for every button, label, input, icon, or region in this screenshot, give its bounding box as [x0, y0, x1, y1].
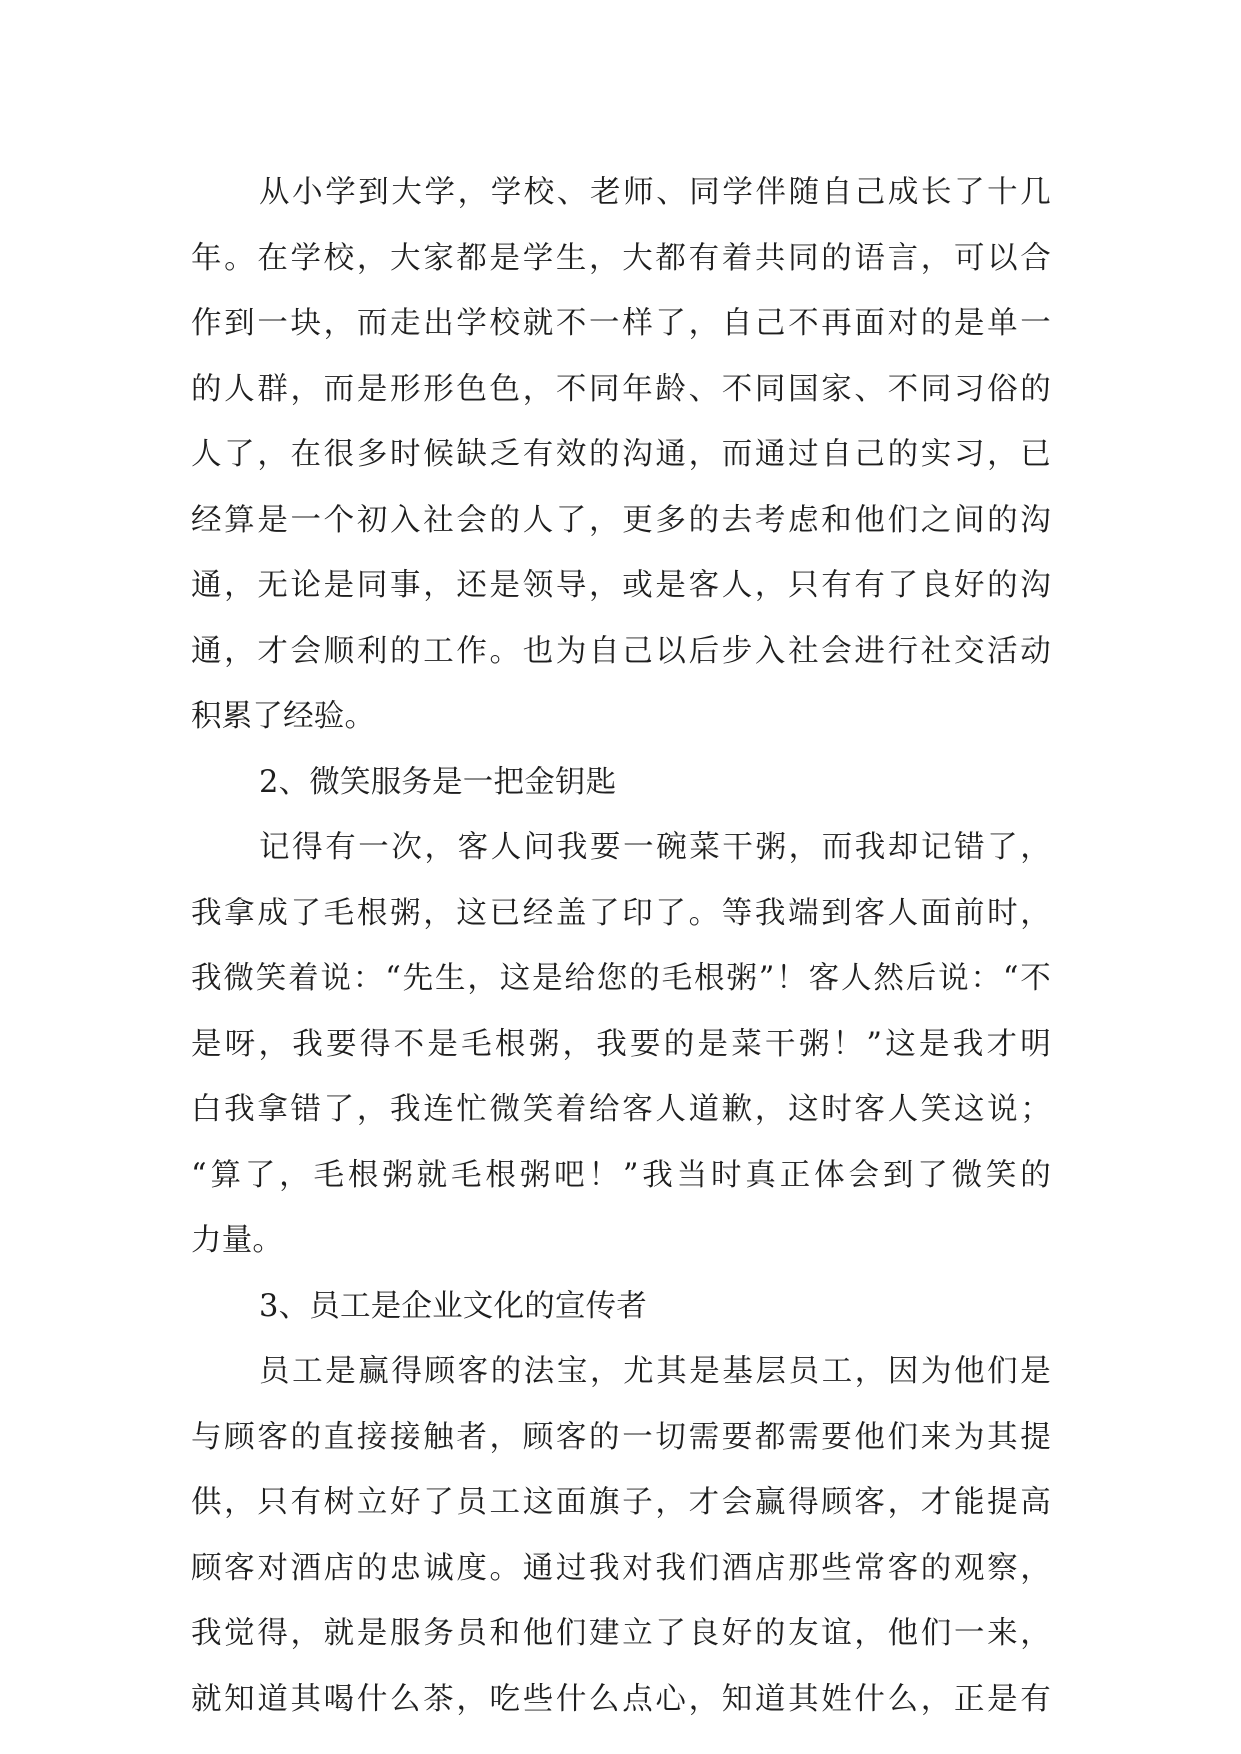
paragraph-line: 经算是一个初入社会的人了，更多的去考虑和他们之间的沟	[191, 502, 1051, 538]
paragraph-line: 积累了经验。	[191, 699, 376, 734]
paragraph-line: 白我拿错了，我连忙微笑着给客人道歉，这时客人笑这说；	[191, 1092, 1051, 1127]
paragraph-line: 从小学到大学，学校、老师、同学伴随自己成长了十几	[259, 175, 1051, 210]
section-heading: 3、员工是企业文化的宣传者	[259, 1288, 648, 1324]
paragraph-line: 人了，在很多时候缺乏有效的沟通，而通过自己的实习，已	[191, 437, 1051, 472]
paragraph-line: 通，才会顺利的工作。也为自己以后步入社会进行社交活动	[191, 633, 1051, 669]
paragraph-line: 就知道其喝什么茶，吃些什么点心，知道其姓什么，正是有	[191, 1681, 1051, 1717]
paragraph-line: 力量。	[191, 1223, 284, 1258]
paragraph-line: 通，无论是同事，还是领导，或是客人，只有有了良好的沟	[191, 568, 1051, 603]
paragraph-line: 供，只有树立好了员工这面旗子，才会赢得顾客，才能提高	[191, 1485, 1051, 1520]
paragraph-line: 年。在学校，大家都是学生，大都有着共同的语言，可以合	[191, 240, 1051, 276]
paragraph-line: 顾客对酒店的忠诚度。通过我对我们酒店那些常客的观察，	[191, 1550, 1051, 1586]
paragraph-line: 员工是赢得顾客的法宝，尤其是基层员工，因为他们是	[259, 1354, 1051, 1389]
paragraph-line: 我拿成了毛根粥，这已经盖了印了。等我端到客人面前时，	[191, 895, 1051, 931]
paragraph-line: 我微笑着说：“先生，这是给您的毛根粥”！客人然后说：“不	[191, 961, 1051, 996]
paragraph-line: 我觉得，就是服务员和他们建立了良好的友谊，他们一来，	[191, 1616, 1051, 1651]
document-body	[191, 160, 1051, 1732]
paragraph-line: 与顾客的直接接触者，顾客的一切需要都需要他们来为其提	[191, 1419, 1051, 1455]
paragraph-line: 记得有一次，客人问我要一碗菜干粥，而我却记错了，	[259, 830, 1051, 865]
section-heading: 2、微笑服务是一把金钥匙	[259, 764, 617, 800]
paragraph-line: 是呀，我要得不是毛根粥，我要的是菜干粥！”这是我才明	[191, 1026, 1051, 1062]
paragraph-line: 的人群，而是形形色色，不同年龄、不同国家、不同习俗的	[191, 371, 1051, 407]
paragraph-line: 作到一块，而走出学校就不一样了，自己不再面对的是单一	[191, 306, 1051, 341]
paragraph-line: “算了，毛根粥就毛根粥吧！”我当时真正体会到了微笑的	[191, 1157, 1051, 1193]
